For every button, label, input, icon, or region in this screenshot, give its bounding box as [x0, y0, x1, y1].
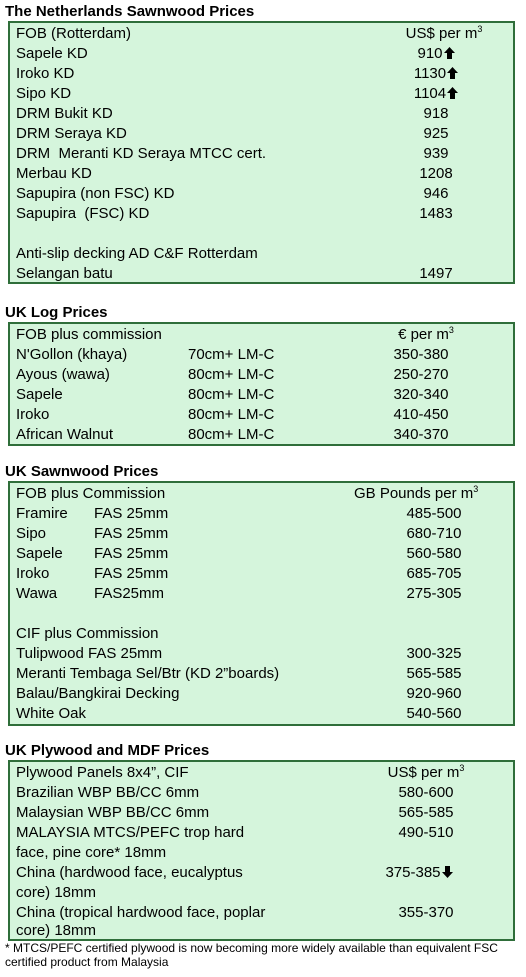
log-row-value: 340-370 — [393, 426, 449, 443]
ply-row — [16, 904, 509, 922]
log-header-row — [16, 326, 509, 344]
nl-header-left: FOB (Rotterdam) — [16, 25, 132, 42]
nl-row-name: DRM Meranti KD Seraya MTCC cert. — [16, 145, 267, 162]
saw-row — [16, 505, 509, 523]
nl-row — [16, 205, 509, 223]
nl-row-value — [376, 45, 496, 63]
arrow-up-icon — [447, 67, 458, 79]
log-row-value: 350-380 — [393, 346, 449, 363]
nl-row — [16, 45, 509, 63]
nl-row-value: 918 — [423, 105, 449, 122]
nl-row-value: 925 — [423, 125, 449, 142]
ply-row-name: Malaysian WBP BB/CC 6mm — [16, 804, 210, 821]
nl-row-value-text: 910 — [417, 45, 443, 62]
saw-row-value: 920-960 — [406, 685, 462, 702]
nl-row — [16, 125, 509, 143]
ply-row-value-text: 375-385 — [385, 864, 441, 881]
log-row — [16, 406, 509, 424]
nl-decking-label — [16, 245, 509, 263]
ply-row-name-line2: core) 18mm — [16, 884, 97, 901]
saw-row-name: Wawa — [16, 585, 58, 602]
ply-row-name: China (tropical hardwood face, poplar — [16, 904, 266, 921]
saw-unit-label: GB Pounds per m — [354, 485, 474, 502]
saw-row — [16, 585, 509, 603]
nl-row-value — [376, 65, 496, 83]
nl-unit-sup: 3 — [477, 24, 483, 34]
ply-row-continued — [16, 922, 509, 940]
saw-row-grade: FAS 25mm — [94, 545, 169, 562]
saw-row-value: 275-305 — [406, 585, 462, 602]
nl-price-box — [8, 21, 515, 284]
saw-section-title: UK Sawnwood Prices — [5, 463, 159, 480]
footnote: * MTCS/PEFC certified plywood is now becoming more widely available than equivalent FSC certified product from Malaysia — [5, 941, 498, 969]
saw-cif-label — [16, 625, 509, 643]
saw-row-name: Meranti Tembaga Sel/Btr (KD 2”boards) — [16, 665, 280, 682]
nl-unit-label: US$ per m — [405, 25, 478, 42]
log-row — [16, 366, 509, 384]
log-header-left: FOB plus commission — [16, 326, 162, 343]
ply-row-value: 565-585 — [398, 804, 454, 821]
nl-row-name: Iroko KD — [16, 65, 75, 82]
nl-row-name: Sapele KD — [16, 45, 88, 62]
nl-header-right — [384, 25, 504, 43]
ply-header-left: Plywood Panels 8x4”, CIF — [16, 764, 189, 781]
saw-header-right — [354, 485, 514, 503]
saw-row-value: 685-705 — [406, 565, 462, 582]
nl-row — [16, 65, 509, 83]
log-row-name: Sapele — [16, 386, 63, 403]
saw-row — [16, 645, 509, 663]
ply-row-value: 355-370 — [398, 904, 454, 921]
saw-row — [16, 705, 509, 723]
saw-row-name: Sapele — [16, 545, 63, 562]
saw-header-left: FOB plus Commission — [16, 485, 166, 502]
saw-cif-label-text: CIF plus Commission — [16, 625, 159, 642]
ply-unit-sup: 3 — [459, 763, 465, 773]
ply-row-name: China (hardwood face, eucalyptus — [16, 864, 243, 881]
log-header-right — [366, 326, 486, 344]
nl-row-value-text: 1104 — [413, 85, 447, 102]
log-section-title: UK Log Prices — [5, 304, 108, 321]
log-row — [16, 426, 509, 444]
ply-row-continued — [16, 844, 509, 862]
ply-row — [16, 784, 509, 802]
arrow-up-icon — [447, 87, 458, 99]
saw-row — [16, 525, 509, 543]
log-row-name: Iroko — [16, 406, 50, 423]
log-row-grade: 80cm+ LM-C — [188, 366, 275, 383]
ply-header-row — [16, 764, 509, 782]
ply-row-value: 580-600 — [398, 784, 454, 801]
saw-price-box — [8, 481, 515, 726]
ply-row-name: Brazilian WBP BB/CC 6mm — [16, 784, 200, 801]
ply-row-value — [359, 864, 479, 882]
arrow-up-icon — [444, 47, 455, 59]
nl-row — [16, 145, 509, 163]
log-row-value: 410-450 — [393, 406, 449, 423]
saw-row — [16, 565, 509, 583]
arrow-down-icon — [442, 866, 453, 878]
log-row-grade: 80cm+ LM-C — [188, 426, 275, 443]
saw-row-name: Balau/Bangkirai Decking — [16, 685, 180, 702]
saw-row-value: 680-710 — [406, 525, 462, 542]
ply-price-box — [8, 760, 515, 941]
nl-row-value — [376, 85, 496, 103]
log-price-box — [8, 322, 515, 446]
nl-row-name: Sipo KD — [16, 85, 72, 102]
saw-row-value: 540-560 — [406, 705, 462, 722]
log-row-name: N'Gollon (khaya) — [16, 346, 128, 363]
ply-header-right — [366, 764, 486, 782]
saw-row — [16, 545, 509, 563]
nl-row-value: 1483 — [419, 205, 453, 222]
nl-row-name: Selangan batu — [16, 265, 113, 282]
log-row-grade: 80cm+ LM-C — [188, 406, 275, 423]
saw-row-value: 485-500 — [406, 505, 462, 522]
nl-row — [16, 185, 509, 203]
nl-row-name: Merbau KD — [16, 165, 92, 182]
nl-row — [16, 265, 509, 283]
ply-unit-label: US$ per m — [387, 764, 460, 781]
nl-section-title: The Netherlands Sawnwood Prices — [5, 3, 255, 20]
ply-section-title: UK Plywood and MDF Prices — [5, 742, 210, 759]
saw-row-value: 300-325 — [406, 645, 462, 662]
ply-row-name-line2: face, pine core* 18mm — [16, 844, 167, 861]
log-row-grade: 80cm+ LM-C — [188, 386, 275, 403]
nl-row — [16, 85, 509, 103]
log-row-value: 320-340 — [393, 386, 449, 403]
log-row — [16, 386, 509, 404]
nl-row-value: 946 — [423, 185, 449, 202]
nl-row — [16, 165, 509, 183]
nl-row-name: Sapupira (non FSC) KD — [16, 185, 175, 202]
saw-row-grade: FAS25mm — [94, 585, 165, 602]
nl-row-name: DRM Seraya KD — [16, 125, 127, 142]
nl-row-value-text: 1130 — [413, 65, 447, 82]
saw-row-grade: FAS 25mm — [94, 505, 169, 522]
saw-row-name: Framire — [16, 505, 68, 522]
saw-row-name: Tulipwood FAS 25mm — [16, 645, 163, 662]
ply-row-value: 490-510 — [398, 824, 454, 841]
saw-unit-sup: 3 — [473, 484, 479, 494]
nl-row-value: 1208 — [419, 165, 453, 182]
ply-row — [16, 824, 509, 842]
nl-row-value: 1497 — [419, 265, 453, 282]
saw-row-name: Sipo — [16, 525, 47, 542]
nl-row — [16, 105, 509, 123]
log-row-value: 250-270 — [393, 366, 449, 383]
log-unit-label: € per m — [398, 326, 449, 343]
nl-row-name: DRM Bukit KD — [16, 105, 113, 122]
log-row — [16, 346, 509, 364]
saw-row-grade: FAS 25mm — [94, 565, 169, 582]
ply-row — [16, 804, 509, 822]
nl-decking-label-text: Anti-slip decking AD C&F Rotterdam — [16, 245, 258, 262]
ply-row — [16, 864, 509, 882]
saw-row-name: Iroko — [16, 565, 50, 582]
nl-row-name: Sapupira (FSC) KD — [16, 205, 150, 222]
saw-header-row — [16, 485, 509, 503]
nl-header-row — [16, 25, 509, 43]
ply-row-continued — [16, 884, 509, 902]
saw-row-value: 565-585 — [406, 665, 462, 682]
ply-row-name-line2: core) 18mm — [16, 922, 97, 939]
log-unit-sup: 3 — [448, 325, 454, 335]
ply-row-name: MALAYSIA MTCS/PEFC trop hard — [16, 824, 245, 841]
saw-row-name: White Oak — [16, 705, 87, 722]
saw-row — [16, 665, 509, 683]
saw-row-grade: FAS 25mm — [94, 525, 169, 542]
saw-row — [16, 685, 509, 703]
log-row-name: African Walnut — [16, 426, 113, 443]
saw-row-value: 560-580 — [406, 545, 462, 562]
log-row-name: Ayous (wawa) — [16, 366, 110, 383]
nl-row-value: 939 — [423, 145, 449, 162]
log-row-grade: 70cm+ LM-C — [188, 346, 275, 363]
